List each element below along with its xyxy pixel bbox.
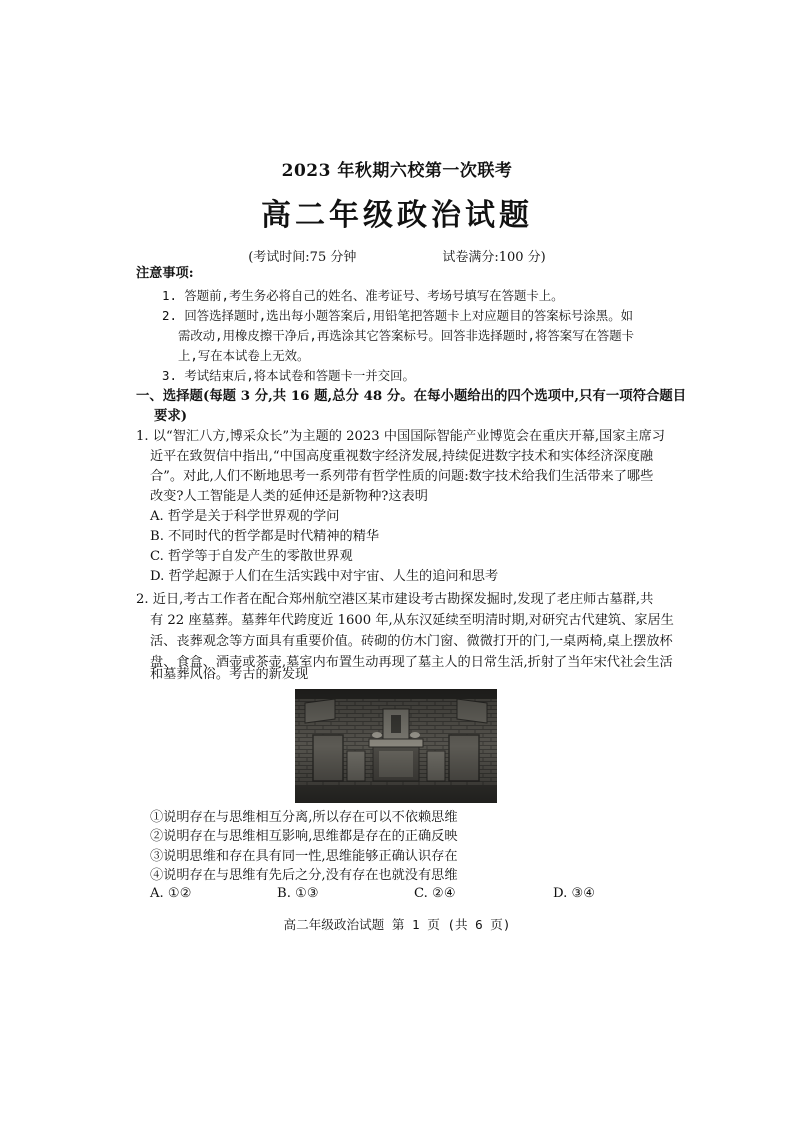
q2-stem: 和墓葬风俗。考古的新发现 <box>150 667 309 682</box>
q2-stem: 2. 近日,考古工作者在配合郑州航空港区某市建设考古勘探发掘时,发现了老庄师古墓群,共 <box>136 592 654 607</box>
q2-statement-4: ④说明存在与思维有先后之分,没有存在也就没有思维 <box>150 868 458 883</box>
note-item: 3. 考试结束后,将本试卷和答题卡一并交回。 <box>162 368 415 383</box>
q2-answer-b: B. ①③ <box>277 886 319 901</box>
q1-stem: 1. 以“智汇八方,博采众长”为主题的 2023 中国国际智能产业博览会在重庆开幕,国家主席习 <box>136 429 665 444</box>
tomb-photo <box>295 689 497 803</box>
note-item: 上,写在本试卷上无效。 <box>178 348 310 363</box>
q1-option-b: B. 不同时代的哲学都是时代精神的精华 <box>150 529 380 544</box>
exam-score: 试卷满分:100 分) <box>442 250 546 265</box>
exam-meta <box>0 246 794 265</box>
section-heading: 一、选择题(每题 3 分,共 16 题,总分 48 分。在每小题给出的四个选项中,只有一项符合题目 <box>136 388 687 404</box>
q2-statement-3: ③说明思维和存在具有同一性,思维能够正确认识存在 <box>150 849 458 864</box>
q2-answer-c: C. ②④ <box>414 886 456 901</box>
q1-option-a: A. 哲学是关于科学世界观的学问 <box>150 509 340 524</box>
q2-statement-1: ①说明存在与思维相互分离,所以存在可以不依赖思维 <box>150 810 458 825</box>
q1-stem: 近平在致贺信中指出,“中国高度重视数字经济发展,持续促进数字技术和实体经济深度融 <box>150 449 654 464</box>
q1-stem: 合”。对此,人们不断地思考一系列带有哲学性质的问题:数字技术给我们生活带来了哪些 <box>150 469 654 484</box>
note-item: 2. 回答选择题时,选出每小题答案后,用铅笔把答题卡上对应题目的答案标号涂黑。如 <box>162 308 633 323</box>
q2-answer-options <box>150 886 610 906</box>
note-item: 需改动,用橡皮擦干净后,再选涂其它答案标号。回答非选择题时,将答案写在答题卡 <box>178 328 635 343</box>
exam-name: 2023 年秋期六校第一次联考 <box>281 161 513 181</box>
page-footer: 高二年级政治试题 第 1 页 (共 6 页) <box>283 917 511 932</box>
q2-statement-2: ②说明存在与思维相互影响,思维都是存在的正确反映 <box>150 829 458 844</box>
q1-option-c: C. 哲学等于自发产生的零散世界观 <box>150 549 353 564</box>
q2-stem: 活、丧葬观念等方面具有重要价值。砖砌的仿木门窗、微微打开的门,一桌两椅,桌上摆放杯 <box>150 634 673 649</box>
section-heading-cont: 要求) <box>154 408 188 424</box>
q2-answer-d: D. ③④ <box>553 886 596 901</box>
q2-answer-a: A. ①② <box>150 886 192 901</box>
exam-time: (考试时间:75 分钟 <box>248 250 357 265</box>
exam-title: 高二年级政治试题 <box>261 198 533 233</box>
q2-stem: 盘、食盒、酒壶或茶壶,墓室内布置生动再现了墓主人的日常生活,折射了当年宋代社会生活 <box>150 655 673 670</box>
q1-option-d: D. 哲学起源于人们在生活实践中对宇宙、人生的追问和思考 <box>150 569 499 584</box>
note-item: 1. 答题前,考生务必将自己的姓名、准考证号、考场号填写在答题卡上。 <box>162 288 564 303</box>
q2-stem: 有 22 座墓葬。墓葬年代跨度近 1600 年,从东汉延续至明清时期,对研究古代建筑、家居生 <box>150 613 674 628</box>
notes-heading: 注意事项: <box>136 266 194 281</box>
q1-stem: 改变?人工智能是人类的延伸还是新物种?这表明 <box>150 489 428 504</box>
